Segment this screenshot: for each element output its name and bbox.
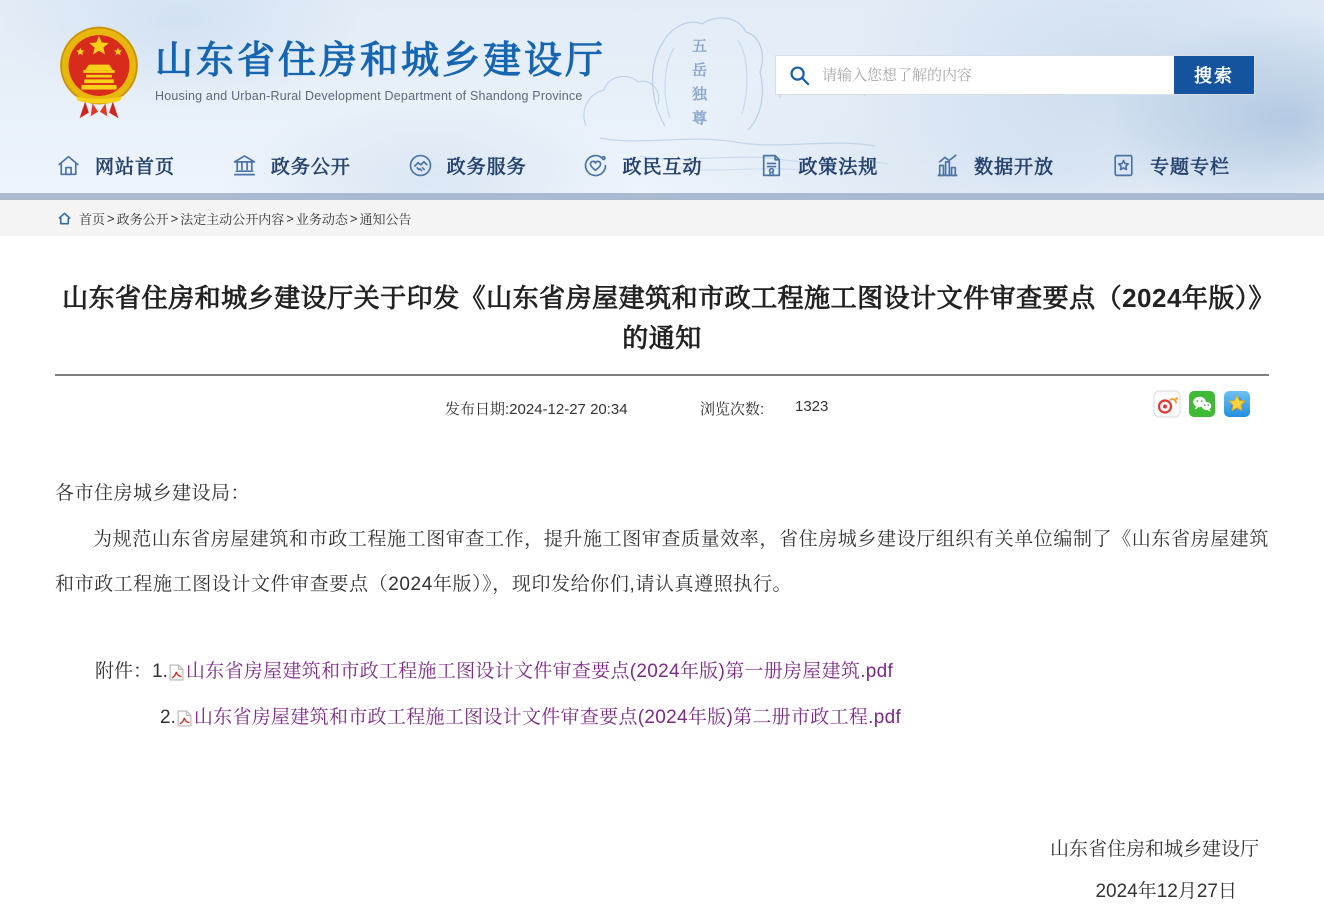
attachments-label: 附件： [95, 661, 153, 682]
search-bar [775, 55, 1255, 95]
search-button[interactable]: 搜索 [1174, 56, 1254, 94]
handshake-icon [407, 152, 434, 179]
attachment-row [95, 649, 1269, 695]
site-header [0, 0, 1324, 193]
nav-item-label: 专题专栏 [1149, 156, 1230, 178]
article [0, 278, 1324, 913]
title-divider [55, 374, 1269, 376]
wechat-icon [1188, 390, 1216, 418]
attachment-link-2[interactable]: 山东省房屋建筑和市政工程施工图设计文件审查要点(2024年版)第二册市政工程.pdf [193, 707, 902, 728]
nav-item-label: 政策法规 [798, 156, 879, 178]
attachment-row [95, 695, 1269, 741]
policy-document-icon [758, 152, 785, 179]
search-icon [776, 56, 822, 94]
signature-org: 山东省住房和城乡建设厅 [1049, 839, 1259, 860]
breadcrumb-link-gov-open[interactable]: 政务公开 [116, 211, 169, 227]
search-input[interactable] [822, 56, 1174, 94]
heart-circle-icon [582, 152, 609, 179]
nav-item-special[interactable] [1110, 152, 1230, 179]
pdf-file-icon [177, 710, 192, 727]
share-wechat-button[interactable] [1188, 390, 1216, 418]
share-buttons [1153, 390, 1251, 418]
breadcrumb-link-legal-disclosure[interactable]: 法定主动公开内容 [180, 211, 285, 227]
article-title: 山东省住房和城乡建设厅关于印发《山东省房屋建筑和市政工程施工图设计文件审查要点（2024年版）》的通知 [62, 283, 1262, 353]
breadcrumb-separator: > [286, 210, 294, 226]
pdf-file-icon [169, 664, 184, 681]
nav-item-gov-service[interactable] [407, 152, 527, 179]
attachments [95, 649, 1269, 741]
signature-date: 2024年12月27日 [1095, 881, 1237, 902]
breadcrumb-link-notices[interactable]: 通知公告 [359, 211, 412, 227]
breadcrumb [0, 200, 1324, 236]
main-nav [55, 140, 1230, 190]
nav-item-label: 政民互动 [622, 156, 703, 178]
article-body [55, 478, 1269, 913]
article-paragraph: 为规范山东省房屋建筑和市政工程施工图审查工作，提升施工图审查质量效率，省住房城乡建设厅组织有关单位编制了《山东省房屋建筑和市政工程施工图设计文件审查要点（2024年版）》，现印发给你们,请认真遵照执行。 [55, 529, 1270, 595]
share-weibo-button[interactable] [1153, 390, 1181, 418]
nav-item-interaction[interactable] [582, 152, 702, 179]
site-title: 山东省住房和城乡建设厅 [155, 40, 607, 82]
attachment-number: 2. [160, 707, 176, 728]
share-qzone-button[interactable] [1223, 390, 1251, 418]
views-label: 浏览次数: [700, 401, 765, 418]
bank-icon [231, 152, 258, 179]
site-subtitle: Housing and Urban-Rural Development Department of Shandong Province [155, 89, 583, 103]
attachment-number: 1. [152, 661, 168, 682]
breadcrumb-separator: > [170, 210, 179, 226]
nav-item-policy[interactable] [758, 152, 878, 179]
article-meta [55, 390, 1269, 424]
header-divider [0, 193, 1324, 200]
logo-text [155, 24, 606, 103]
star-page-icon [1110, 152, 1137, 179]
qzone-icon [1223, 390, 1251, 418]
site-logo[interactable] [55, 24, 606, 120]
views-count: 1323 [795, 398, 829, 415]
attachment-link-1[interactable]: 山东省房屋建筑和市政工程施工图设计文件审查要点(2024年版)第一册房屋建筑.pdf [185, 661, 894, 682]
bar-chart-icon [934, 152, 961, 179]
national-emblem-icon [55, 24, 143, 120]
publish-date: 发布日期:2024-12-27 20:34 [445, 401, 628, 418]
nav-item-label: 政务公开 [270, 156, 351, 178]
breadcrumb-home-icon [57, 211, 72, 226]
nav-item-home[interactable] [55, 152, 175, 179]
nav-item-data[interactable] [934, 152, 1054, 179]
nav-item-label: 网站首页 [95, 156, 176, 178]
breadcrumb-separator: > [349, 210, 358, 226]
breadcrumb-link-business-news[interactable]: 业务动态 [295, 211, 348, 227]
weibo-icon [1153, 390, 1181, 418]
nav-item-gov-open[interactable] [231, 152, 351, 179]
breadcrumb-link-home[interactable]: 首页 [79, 211, 106, 227]
nav-item-label: 数据开放 [974, 156, 1055, 178]
mountain-inscription-text: 五岳独尊 [690, 38, 707, 134]
signature-block [55, 829, 1269, 913]
breadcrumb-separator: > [107, 210, 115, 226]
salutation: 各市住房城乡建设局： [55, 483, 251, 504]
nav-item-label: 政务服务 [446, 156, 527, 178]
home-icon [55, 152, 82, 179]
